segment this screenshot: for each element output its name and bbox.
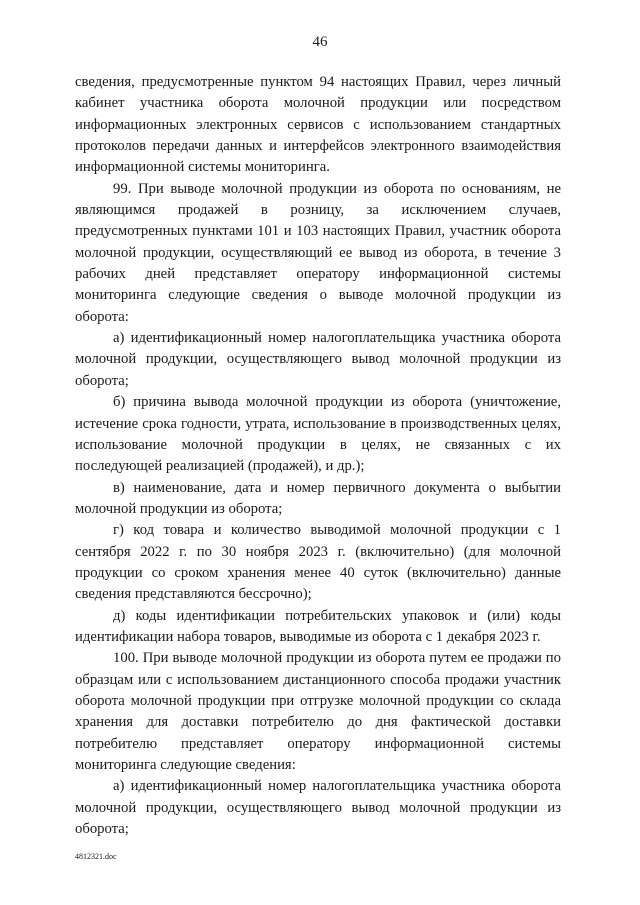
page-number: 46 [312, 34, 328, 50]
paragraph-99-a: а) идентификационный номер налогоплательщика участника оборота молочной продукции, осуществляющего вывод молочной продукции из оборота; [75, 330, 561, 389]
paragraph-continuation: сведения, предусмотренные пунктом 94 настоящих Правил, через личный кабинет участника оборота молочной продукции или посредством информационных электронных сервисов с использованием стандартных протоколов передачи данных и интерфейсов электронного взаимодействия информационной системы мониторинга. [75, 74, 561, 176]
paragraph-99: 99. При выводе молочной продукции из оборота по основаниям, не являющимся продажей в розницу, за исключением случаев, предусмотренных пунктами 101 и 103 настоящих Правил, участник оборота молочной продукции, осуществляющий ее вывод из оборота, в течение 3 рабочих дней представляет оператору информационной системы мониторинга следующие сведения о выводе молочной продукции из оборота: [75, 180, 561, 325]
paragraph-99-e: д) коды идентификации потребительских упаковок и (или) коды идентификации набора товаров, выводимые из оборота с 1 декабря 2023 г. [75, 607, 561, 645]
document-body [75, 72, 561, 840]
paragraph-99-c: в) наименование, дата и номер первичного документа о выбытии молочной продукции из оборота; [75, 479, 561, 517]
footer-document-code: 4812321.doc [75, 852, 117, 861]
paragraph-100-a: а) идентификационный номер налогоплательщика участника оборота молочной продукции, осуществляющего вывод молочной продукции из оборота; [75, 778, 561, 838]
paragraph-99-d: г) код товара и количество выводимой молочной продукции с 1 сентября 2022 г. по 30 ноября 2023 г. (включительно) (для молочной продукции со сроком хранения менее 40 суток (включительно) данные сведения представляются бессрочно); [75, 522, 561, 603]
paragraph-100: 100. При выводе молочной продукции из оборота путем ее продажи по образцам или с использованием дистанционного способа продажи участник оборота молочной продукции при отгрузке молочной продукции со склада хранения для доставки потребителю до дня фактической доставки потребителю представляет оператору информационной системы мониторинга следующие сведения: [75, 650, 561, 773]
paragraph-99-b: б) причина вывода молочной продукции из оборота (уничтожение, истечение срока годности, утрата, использование в производственных целях, использование молочной продукции в целях, не связанных с их последующей реализацией (продажей), и др.); [75, 394, 561, 475]
